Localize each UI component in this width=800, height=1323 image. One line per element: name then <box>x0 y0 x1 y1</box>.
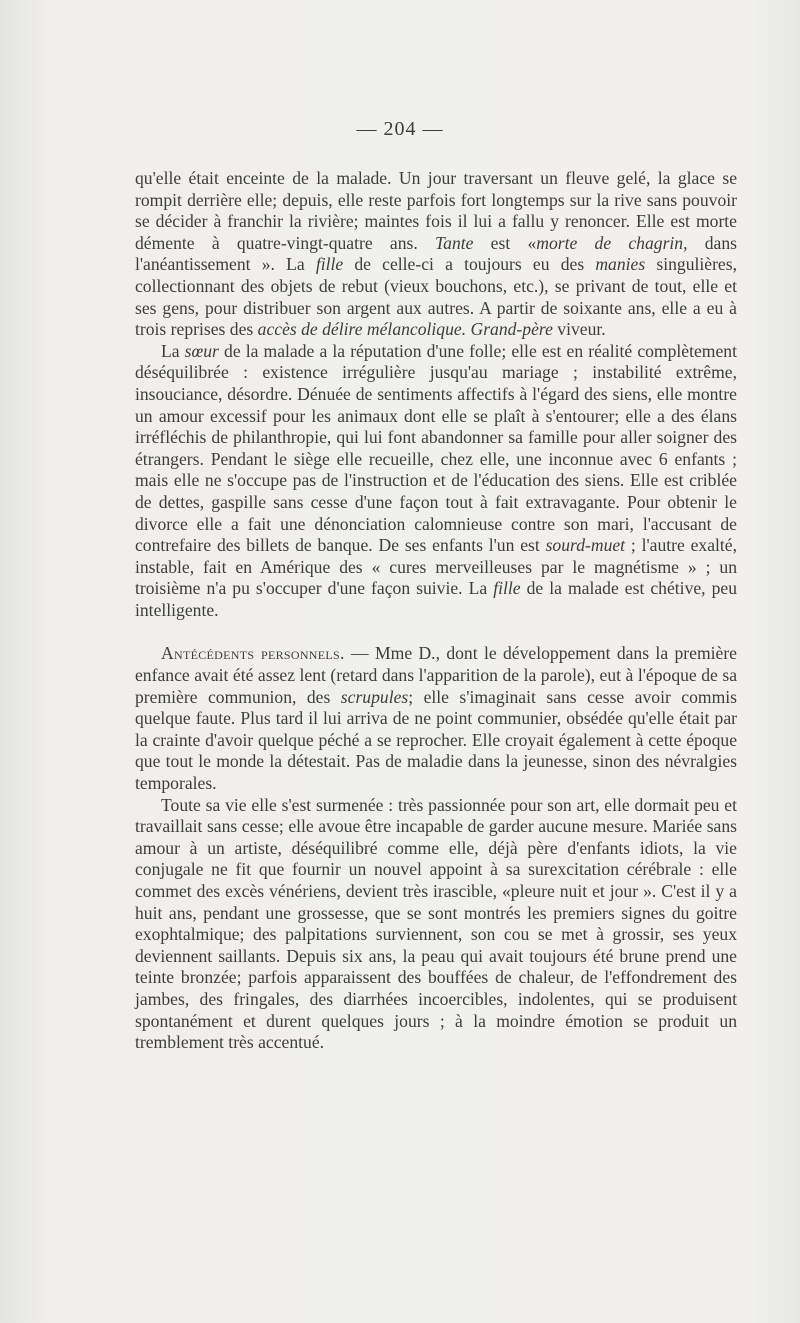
text-run: de celle-ci a toujours eu des <box>343 254 596 275</box>
text-run: est « <box>473 232 537 253</box>
text-run: singulières, collectionnant des objets de rebut (vieux bouchons, etc.), se privant de tout, elle et ses gens, pour distribuer son argent aux autres. A partir de soixante ans, elle a eu à trois reprises des <box>135 254 737 340</box>
text-run: ; elle s'imaginait sans cesse avoir commis quelque faute. Plus tard il lui arriva de ne point communier, obsédée qu'elle était par la crainte d'avoir quelque péché a se reprocher. Elle croyait également à cette époque que tout le monde la détestait. Pas de maladie dans la jeunesse, sinon des névralgies temporales. <box>135 686 737 794</box>
paragraph-personal-history <box>135 643 737 794</box>
italic-run: sourd-muet <box>545 535 626 556</box>
italic-run: sœur <box>184 340 219 361</box>
body-text <box>135 168 737 1054</box>
italic-run: accès de délire mélancolique. Grand-père <box>257 319 553 340</box>
paragraph-sister <box>135 341 737 622</box>
section-heading: Antécédents personnels. <box>161 643 345 664</box>
text-run: — Mme D., dont le développement dans la première enfance avait été assez lent (retard dans l'apparition de la parole), eut à l'époque de sa première communion, des <box>135 643 737 707</box>
text-run: qu'elle était enceinte de la malade. Un jour traversant un fleuve gelé, la glace se rompit derrière elle; depuis, elle reste parfois fort longtemps sur la rive sans pouvoir se décider à franchir la rivière; maintes fois il lui a fallu y renoncer. Elle est morte démente à quatre-vingt-quatre ans. <box>135 168 737 253</box>
text-run: de la malade est chétive, peu intelligente. <box>135 578 738 620</box>
paragraph-overwork <box>135 795 737 1054</box>
italic-run: Tante <box>434 232 474 253</box>
text-run: dans l'anéantissement ». La <box>135 232 737 275</box>
paragraph-family-history <box>135 168 737 341</box>
text-run: Toute sa vie elle s'est surmenée : très passionnée pour son art, elle dormait peu et travaillait sans cesse; elle avoue être incapable de garder aucune mesure. Mariée sans amour à un artiste, déséquilibré comme elle, déjà père d'enfants idiots, la vie conjugale ne fit que fournir un nouvel appoint à sa surexcitation cérébrale : elle commet des excès vénériens, devient très irascible, «pleure nuit et jour ». C'est il y a huit ans, pendant une grossesse, que se sont montrés les premiers signes du goitre exophtalmique; des palpitations surviennent, son cou se met à grossir, ses yeux deviennent saillants. Depuis six ans, la peau qui avait toujours été brune prend une teinte bronzée; parfois apparaissent des bouffées de chaleur, de l'effondrement des jambes, des fringales, des diarrhées incoercibles, indolentes, qui se produisent spontanément et durent quelques jours ; à la moindre émotion se produit un tremblement très accentué. <box>135 794 737 1053</box>
italic-run: fille <box>493 578 521 599</box>
text-run: viveur. <box>552 319 606 340</box>
text-run: ; l'autre exalté, instable, fait en Amérique des « cures merveilleuses par le magnétisme » ; un troisième n'a pu s'occuper d'une façon suivie. La <box>135 535 738 599</box>
page-number: — 204 — <box>356 118 444 140</box>
italic-run: fille <box>315 254 344 275</box>
text-run: La <box>161 340 185 361</box>
italic-run: morte de chagrin, <box>536 232 688 253</box>
italic-run: manies <box>595 254 646 275</box>
text-run: de la malade a la réputation d'une folle; elle est en réalité complètement déséquilibrée : existence irrégulière jusqu'au mariage ; instabilité extrême, insouciance, désordre. Dénuée de sentiments affectifs à l'égard des siens, elle montre un amour excessif pour les animaux dont elle se plaît à s'entourer; elle a des élans irréfléchis de philanthropie, qui lui font abandonner sa famille pour aller soigner des étrangers. Pendant le siège elle recueille, chez elle, une inconnue avec 6 enfants ; mais elle ne s'occupe pas de l'instruction et de l'éducation des siens. Elle est criblée de dettes, gaspille sans cesse d'une façon tout à fait extravagante. Pour obtenir le divorce elle a fait une dénonciation calomnieuse contre son mari, l'accusant de contrefaire des billets de banque. De ses enfants l'un est <box>135 340 737 556</box>
italic-run: scrupules <box>340 686 409 707</box>
